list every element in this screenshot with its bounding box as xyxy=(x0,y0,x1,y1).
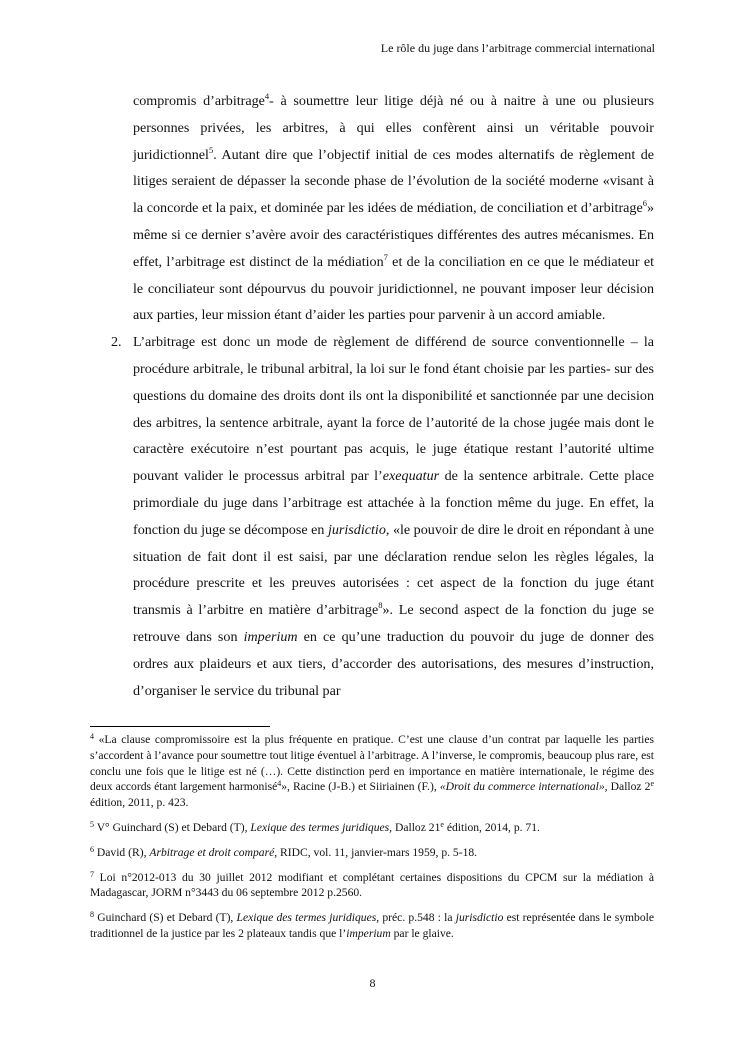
footnote-ref-8[interactable]: 8 xyxy=(378,600,383,611)
footnotes xyxy=(90,732,654,951)
footnote-number: 4 xyxy=(90,732,94,741)
footnote-title: Lexique des termes juridiques, xyxy=(250,820,393,834)
footnote-ref-5[interactable]: 5 xyxy=(208,144,214,155)
text-run: » même si ce dernier s’avère avoir des caractéristiques différentes des autres mécanismes. En effet, l’arbitrage est distinct de la médiation xyxy=(133,200,654,270)
paragraph-1 xyxy=(133,88,654,329)
ordinal-suffix: e xyxy=(440,819,444,829)
footnote-5 xyxy=(90,820,654,836)
text-run: L’arbitrage est donc un mode de règlement de différend de source conventionnelle – la procédure arbitrale, le tribunal arbitral, la loi sur le fond étant choisie par les parties- sur des questions du domaine des droits dont ils ont la disponibilité et sanctionnée par une decision des arbitres, la sentence arbitrale, ayant la force de l’autorité de la chose jugée mais dont le caractère exécutoire n’est pourtant pas acquis, le juge étatique restant l’autorité ultime pouvant valider le processus arbitral par l’ xyxy=(133,334,654,485)
footnote-7 xyxy=(90,870,654,902)
footnote-text: par le glaive. xyxy=(390,926,454,940)
footnote-text: Dalloz 21 xyxy=(392,820,441,834)
text-run: en ce qu’une traduction du pouvoir du juge de donner des ordres aux plaideurs et aux tiers, d’accorder des autorisations, des mesures d’instruction, d’organiser le service du tribunal par xyxy=(133,628,654,699)
footnote-text: V° Guinchard (S) et Debard (T), xyxy=(94,820,251,834)
footnote-ref-6[interactable]: 6 xyxy=(642,198,647,209)
footnote-title: Arbitrage et droit comparé xyxy=(149,845,275,859)
footnote-text: , RIDC, vol. 11, janvier-mars 1959, p. 5-18. xyxy=(274,845,478,859)
footnote-number: 6 xyxy=(90,844,94,854)
text-run: compromis d’arbitrage xyxy=(133,93,265,109)
footnote-text: édition, 2011, p. 423. xyxy=(90,796,189,810)
footnote-text: préc. p.548 : la xyxy=(379,911,456,925)
footnote-6 xyxy=(90,845,654,861)
italic-term: imperium xyxy=(346,926,391,940)
footnote-ref-4[interactable]: 4 xyxy=(264,91,270,101)
text-run: . Autant dire que l’objectif initial de ces modes alternatifs de règlement de litiges seraient de dépasser la seconde phase de l’évolution de la société moderne «visant à la concorde et la paix, et dominée par les idées de médiation, de conciliation et d’arbitrage xyxy=(133,146,654,217)
italic-term: exequatur xyxy=(382,468,440,485)
footnote-ref-7[interactable]: 7 xyxy=(383,251,388,262)
text-run: ». Le second aspect de la fonction du juge se retrouve dans son xyxy=(133,602,654,645)
footnote-text: est représentée dans le symbole traditionnel de la justice par les 2 plateaux tandis que l’ xyxy=(90,911,654,940)
footnote-8 xyxy=(90,910,654,942)
paragraph-number: 2. xyxy=(111,334,122,351)
italic-term: jurisdictio xyxy=(455,911,504,925)
text-run: - à soumettre leur litige déjà né ou à naitre à une ou plusieurs personnes privées, les arbitres, à qui elles confèrent ainsi un véritable pouvoir juridictionnel xyxy=(133,93,654,163)
italic-term: imperium xyxy=(243,628,298,645)
italic-term: jurisdictio xyxy=(327,521,386,538)
footnote-text: Guinchard (S) et Debard (T), xyxy=(94,911,237,925)
footnote-number: 8 xyxy=(90,910,94,920)
footnote-text: Dalloz 2 xyxy=(607,780,651,794)
footnote-text: David (R), xyxy=(94,845,150,859)
text-run: et de la conciliation en ce que le médiateur et le conciliateur sont dépourvus du pouvoir juridictionnel, ne pouvant imposer leur décision aux parties, leur mission étant d’aider les parties pour parvenir à un accord amiable. xyxy=(133,253,655,324)
footnote-text: Loi n°2012-013 du 30 juillet 2012 modifiant et complétant certaines dispositions du CPCM sur la médiation à Madagascar, JORM n°3443 du 06 septembre 2012 p.2560. xyxy=(90,870,654,900)
footnote-number: 5 xyxy=(90,819,94,829)
footnote-text: édition, 2014, p. 71. xyxy=(443,820,540,834)
main-text xyxy=(111,88,655,704)
footnote-inner-ref: 4 xyxy=(277,779,282,789)
running-header: Le rôle du juge dans l’arbitrage commercial international xyxy=(380,41,655,55)
text-run: , «le pouvoir de dire le droit en répondant à une situation de fait dont il est saisi, par une déclaration rendue selon les règles légales, la procédure prescrite et les preuves autorisées : cet aspect de la fonction du juge étant transmis à l’arbitre en matière d’arbitrage xyxy=(133,521,654,619)
footnote-text: », Racine (J-B.) et Siiriainen (F.), xyxy=(281,780,440,794)
footnote-text: «La clause compromissoire est la plus fréquente en pratique. C’est une clause d’un contrat par laquelle les parties s’accordent à l’avance pour soumettre tout litige éventuel à l’arbitrage. A l’inverse, le compromis, beaucoup plus rare, est conclu une fois que le litige est né (…). Cette distinction perd en importance en matière internationale, le régime des deux accords étant largement harmonisé xyxy=(90,733,654,794)
footnote-title: «Droit du commerce international», xyxy=(439,780,608,794)
paragraph-2 xyxy=(111,329,654,704)
text-run: de la sentence arbitrale. Cette place primordiale du juge dans l’arbitrage est attachée à la fonction même du juge. En effet, la fonction du juge se décompose en xyxy=(133,468,654,538)
ordinal-suffix: e xyxy=(650,779,655,789)
page-number: 8 xyxy=(369,976,376,990)
footnote-number: 7 xyxy=(90,869,94,879)
footnote-4 xyxy=(90,732,654,811)
footnote-separator xyxy=(90,726,270,727)
footnote-title: Lexique des termes juridiques, xyxy=(236,911,380,925)
